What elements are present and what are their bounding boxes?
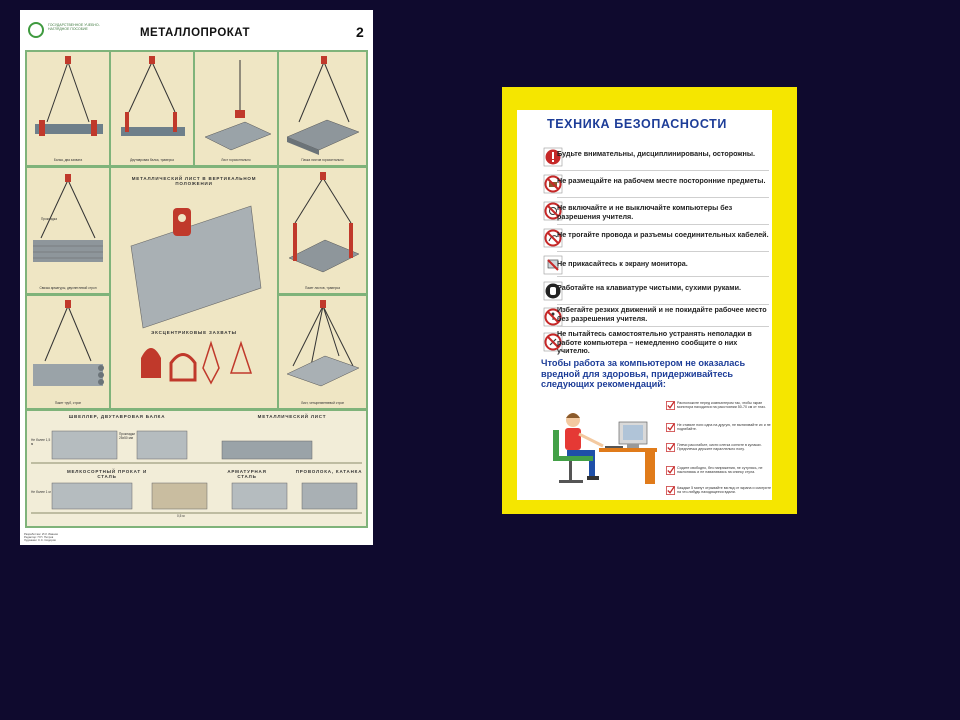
safety-poster — [502, 87, 797, 514]
poster-header — [20, 10, 373, 50]
vertical-sheet-title: МЕТАЛЛИЧЕСКИЙ ЛИСТ В ВЕРТИКАЛЬНОМ ПОЛОЖЕНИИ — [131, 176, 257, 186]
rule-text: Не пытайтесь самостоятельно устранять неполадки в работе компьютера – немедленно сообщите о них учителю. — [557, 329, 752, 355]
checkmark-icon — [666, 466, 675, 475]
divider — [557, 224, 769, 225]
eccentric-title: ЭКСЦЕНТРИКОВЫЕ ЗАХВАТЫ — [151, 330, 237, 335]
wire-title: ПРОВОЛОКА, КАТАНКА — [295, 469, 363, 474]
cell-storage — [27, 411, 366, 526]
rule-text: Не прикасайтесь к экрану монитора. — [557, 259, 688, 268]
rebar-title: АРМАТУРНАЯ СТАЛЬ — [227, 469, 267, 479]
cell-traverse-pack — [279, 168, 366, 293]
divider — [557, 170, 769, 171]
four-branch-illustration — [279, 296, 366, 408]
cell-sheet-single — [195, 52, 277, 165]
rule-text: Не трогайте провода и разъемы соединительных кабелей. — [557, 230, 769, 239]
cell-sheet-pack — [279, 52, 366, 165]
divider — [557, 276, 769, 277]
rule-text: Будьте внимательны, дисциплинированы, осторожны. — [557, 149, 755, 158]
tip-text: Плечи расслабьте, кисти слегка согните в кулаках. Предплечья держите параллельно полу. — [677, 443, 762, 452]
shaped-title: МЕЛКОСОРТНЫЙ ПРОКАТ И СТАЛЬ — [66, 469, 148, 479]
checkmark-icon — [666, 423, 675, 432]
metal-rolling-poster — [20, 10, 373, 545]
caption-beam-one: Балка, два захвата — [53, 158, 83, 163]
logo-icon — [28, 22, 44, 38]
sheet-lift-illustration — [195, 52, 277, 165]
cell-bundle — [27, 168, 109, 293]
credit-line: Разработчик: И.И. Иванов — [24, 532, 58, 536]
poster-title: МЕТАЛЛОПРОКАТ — [139, 27, 251, 39]
safety-title: ТЕХНИКА БЕЗОПАСНОСТИ — [547, 117, 727, 131]
caption-beam-two: Двутавровая балка, траверса — [130, 158, 174, 163]
caption-sheet-pack: Пачка листов горизонтально — [301, 158, 344, 163]
rule-text: Избегайте резких движений и не покидайте рабочее место без разрешения учителя. — [557, 305, 767, 323]
traverse-pack-illustration — [279, 168, 366, 293]
tip-text: Каждые 5 минут отрывайте взгляд от экрана и смотрите на что-нибудь находящееся вдали. — [677, 486, 771, 495]
sheet-pack-illustration — [279, 52, 366, 165]
sheet-storage-title: МЕТАЛЛИЧЕСКИЙ ЛИСТ — [257, 414, 327, 419]
label-pad: Прокладка — [41, 217, 57, 221]
cell-beam-one — [27, 52, 109, 165]
credit-line: Художник: С.С. Сидоров — [24, 538, 56, 543]
cell-pipes — [27, 296, 109, 408]
beam-sling-illustration — [27, 52, 109, 165]
vertical-sheet-illustration — [111, 168, 277, 408]
label-spacing: Прокладки 25х50 мм — [119, 432, 135, 440]
recommendation-heading: Чтобы работа за компьютером не оказалась вредной для здоровья, придерживайтесь следующих рекомендаций: — [541, 358, 746, 389]
tip-text: Не ставьте ноги одна на другую, не вытягивайте их и не подгибайте. — [677, 423, 771, 432]
divider — [557, 197, 769, 198]
pipes-illustration — [27, 296, 109, 408]
tip-text: Расположите перед компьютером так, чтобы экран монитора находился на расстоянии 50-70 см от глаз. — [677, 401, 766, 410]
tip-text: Сидите свободно, без напряжения, не сутулясь, не наклоняясь и не наваливаясь на спинку стула. — [677, 466, 763, 475]
divider — [557, 251, 769, 252]
rule-text: Не размещайте на рабочем месте посторонние предметы. — [557, 176, 766, 185]
storage-title: ШВЕЛЛЕР, ДВУТАВРОВАЯ БАЛКА — [68, 414, 166, 419]
illustration-grid — [25, 50, 368, 528]
cell-vertical-sheet — [111, 168, 277, 408]
caption-sheet-single: Лист горизонтально — [221, 158, 251, 163]
checkmark-icon — [666, 486, 675, 495]
divider — [557, 326, 769, 327]
checkmark-icon — [666, 443, 675, 452]
cell-beam-two — [111, 52, 193, 165]
label-height-1: Не более 1 м — [31, 490, 51, 494]
caption-pipes: Пакет труб, строп — [54, 401, 82, 406]
safety-panel — [517, 110, 772, 500]
poster-credits — [24, 533, 58, 543]
checkmark-icon — [666, 401, 675, 410]
label-width-05: 0,5 м — [177, 514, 185, 518]
caption-four-branch: Лист, четырехветвевой строп — [300, 401, 345, 406]
credit-line: Редактор: П.П. Петров — [24, 535, 54, 540]
poster-number: 2 — [356, 24, 364, 40]
bundle-illustration — [27, 168, 109, 293]
student-at-computer-illustration — [541, 400, 661, 495]
caption-bundle: Связка арматуры, двухпетлевой строп — [39, 286, 97, 291]
cell-four-branch — [279, 296, 366, 408]
traverse-illustration — [111, 52, 193, 165]
rule-text: Работайте на клавиатуре чистыми, сухими руками. — [557, 283, 742, 292]
rule-text: Не включайте и не выключайте компьютеры без разрешения учителя. — [557, 203, 733, 221]
caption-traverse-pack: Пакет листов, траверса — [305, 286, 340, 291]
label-height-15: Не более 1,5 м — [31, 438, 51, 446]
logo-text: ГОСУДАРСТВЕННОЕ УЧЕБНО-НАГЛЯДНОЕ ПОСОБИЕ — [48, 23, 100, 31]
